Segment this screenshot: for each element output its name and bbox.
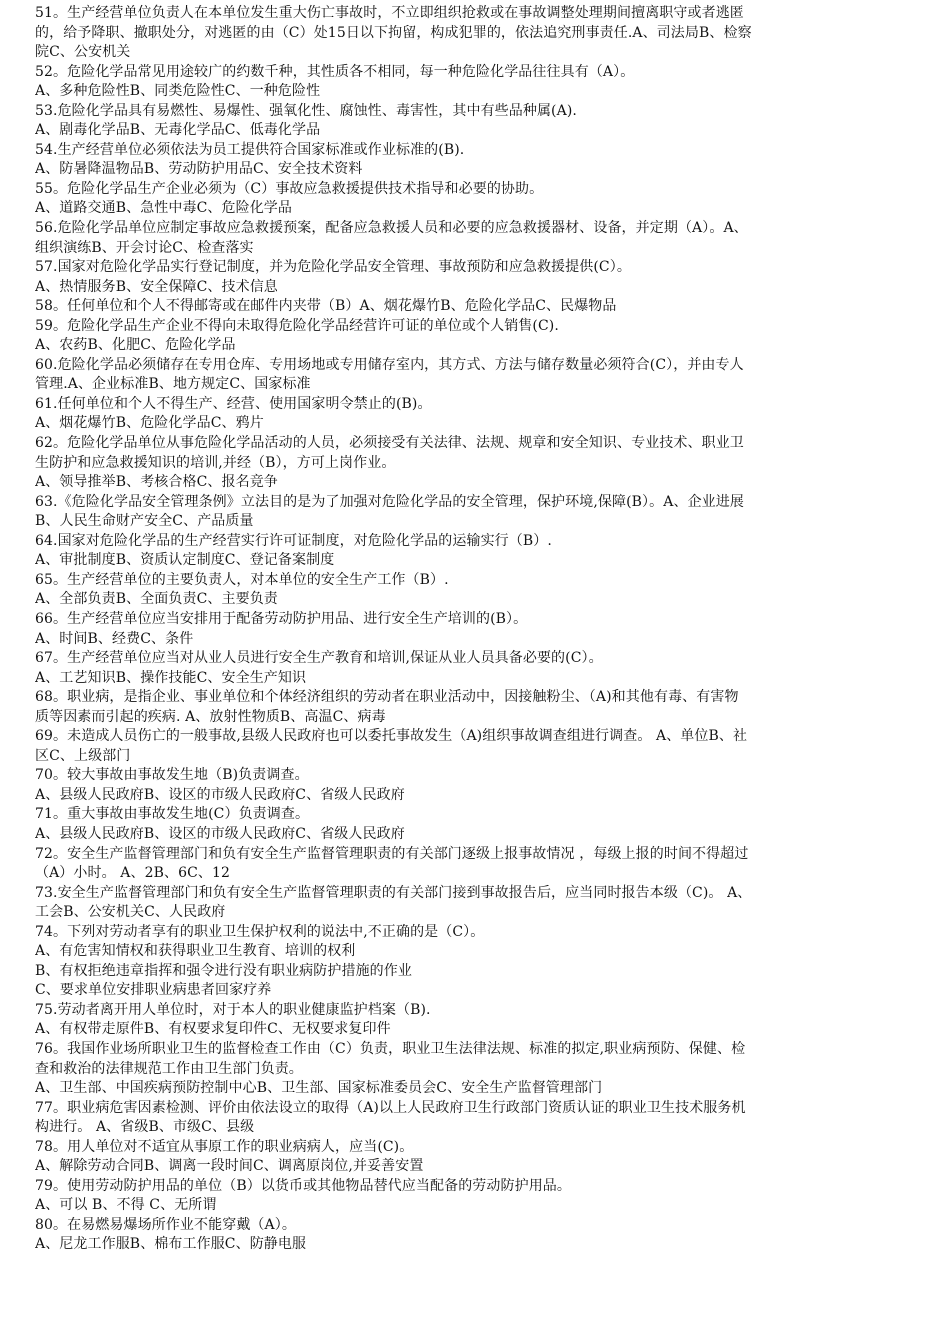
text-line: 77。职业病危害因素检测、评价由依法设立的取得（A)以上人民政府卫生行政部门资质认证的职业卫生技术服务机 — [35, 1099, 746, 1116]
text-line: 52。危险化学品常见用途较广的约数千种，其性质各不相同，每一种危险化学品往往具有（A）。 — [35, 63, 635, 80]
text-line: A、热情服务B、安全保障C、技术信息 — [35, 278, 278, 295]
question-text-block — [35, 4, 926, 1255]
text-line: 78。用人单位对不适宜从事原工作的职业病病人，应当(C)。 — [35, 1138, 414, 1155]
text-line: 72。安全生产监督管理部门和负有安全生产监督管理职责的有关部门逐级上报事故情况 ，每级上报的时间不得超过 — [35, 845, 749, 862]
text-line: C、要求单位安排职业病患者回家疗养 — [35, 982, 272, 999]
text-line: 58。任何单位和个人不得邮寄或在邮件内夹带（B）A、烟花爆竹B、危险化学品C、民爆物品 — [35, 298, 617, 315]
text-line: 71。重大事故由事故发生地(C）负责调查。 — [35, 806, 310, 823]
text-line: 61.任何单位和个人不得生产、经营、使用国家明令禁止的(B)。 — [35, 395, 432, 412]
text-line: （A）小时。 A、2B、6C、12 — [35, 865, 230, 882]
text-line: 68。职业病，是指企业、事业单位和个体经济组织的劳动者在职业活动中，因接触粉尘、（A)和其他有毒、有害物 — [35, 689, 739, 706]
text-line: A、有危害知情权和获得职业卫生教育、培训的权利 — [35, 943, 356, 960]
text-line: A、有权带走原件B、有权要求复印件C、无权要求复印件 — [35, 1021, 391, 1038]
text-line: 55。危险化学品生产企业必须为（C）事故应急救援提供技术指导和必要的协助。 — [35, 180, 544, 197]
text-line: A、卫生部、中国疾病预防控制中心B、卫生部、国家标准委员会C、安全生产监督管理部门 — [35, 1080, 603, 1097]
text-line: 69。未造成人员伤亡的一般事故,县级人民政府也可以委托事故发生（A)组织事故调查组进行调查。 A、单位B、社 — [35, 728, 748, 745]
text-line: 63.《危险化学品安全管理条例》立法目的是为了加强对危险化学品的安全管理，保护环境,保障(B）。A、企业进展 — [35, 493, 744, 510]
text-line: 80。在易燃易爆场所作业不能穿戴（A）。 — [35, 1216, 296, 1233]
text-line: 区C、上级部门 — [35, 747, 131, 764]
text-line: 64.国家对危险化学品的生产经营实行许可证制度，对危险化学品的运输实行（B）. — [35, 532, 552, 549]
text-line: 66。生产经营单位应当安排用于配备劳动防护用品、进行安全生产培训的(B）。 — [35, 610, 528, 627]
text-line: B、人民生命财产安全C、产品质量 — [35, 513, 254, 530]
text-line: 79。使用劳动防护用品的单位（B）以货币或其他物品替代应当配备的劳动防护用品。 — [35, 1177, 571, 1194]
text-line: 59。危险化学品生产企业不得向未取得危险化学品经营许可证的单位或个人销售(C). — [35, 317, 559, 334]
text-line: A、工艺知识B、操作技能C、安全生产知识 — [35, 669, 307, 686]
text-line: A、尼龙工作服B、棉布工作服C、防静电服 — [35, 1236, 307, 1253]
text-line: A、可以 B、不得 C、无所谓 — [35, 1197, 217, 1214]
text-line: 管理.A、企业标准B、地方规定C、国家标准 — [35, 376, 311, 393]
text-line: 76。我国作业场所职业卫生的监督检查工作由（C）负责，职业卫生法律法规、标准的拟定,职业病预防、保健、检 — [35, 1040, 746, 1057]
text-line: A、审批制度B、资质认定制度C、登记备案制度 — [35, 552, 335, 569]
text-line: B、有权拒绝违章指挥和强令进行没有职业病防护措施的作业 — [35, 962, 412, 979]
text-line: 54.生产经营单位必须依法为员工提供符合国家标准或作业标准的(B). — [35, 141, 465, 158]
text-line: A、全部负责B、全面负责C、主要负责 — [35, 591, 278, 608]
text-line: A、烟花爆竹B、危险化学品C、鸦片 — [35, 415, 264, 432]
text-line: A、农药B、化肥C、危险化学品 — [35, 337, 236, 354]
text-line: 74。下列对劳动者享有的职业卫生保护权利的说法中,不正确的是（C）。 — [35, 923, 485, 940]
text-line: A、防暑降温物品B、劳动防护用品C、安全技术资料 — [35, 161, 363, 178]
text-line: 院C、公安机关 — [35, 44, 131, 61]
text-line: 73.安全生产监督管理部门和负有安全生产监督管理职责的有关部门接到事故报告后，应当同时报告本级（C)。 A、 — [35, 884, 752, 901]
text-line: A、解除劳动合同B、调离一段时间C、调离原岗位,并妥善安置 — [35, 1158, 424, 1175]
text-line: A、领导推举B、考核合格C、报名竞争 — [35, 474, 278, 491]
text-line: 75.劳动者离开用人单位时，对于本人的职业健康监护档案（B). — [35, 1001, 431, 1018]
text-line: A、多种危险性B、同类危险性C、一种危险性 — [35, 83, 321, 100]
text-line: A、时间B、经费C、条件 — [35, 630, 194, 647]
text-line: 质等因素而引起的疾病. A、放射性物质B、高温C、病毒 — [35, 708, 386, 725]
text-line: 60.危险化学品必须储存在专用仓库、专用场地或专用储存室内，其方式、方法与储存数量必须符合(C），并由专人 — [35, 356, 744, 373]
text-line: 56.危险化学品单位应制定事故应急救援预案，配备应急救援人员和必要的应急救援器材、设备，并定期（A）。A、 — [35, 220, 748, 237]
text-line: 57.国家对危险化学品实行登记制度，并为危险化学品安全管理、事故预防和应急救援提供(C）。 — [35, 259, 631, 276]
text-line: 51。生产经营单位负责人在本单位发生重大伤亡事故时，不立即组织抢救或在事故调整处理期间擅离职守或者逃匿 — [35, 5, 744, 21]
text-line: A、县级人民政府B、设区的市级人民政府C、省级人民政府 — [35, 786, 405, 803]
text-line: 工会B、公安机关C、人民政府 — [35, 904, 226, 921]
text-line: 53.危险化学品具有易燃性、易爆性、强氧化性、腐蚀性、毒害性，其中有些品种属(A). — [35, 102, 577, 119]
text-line: 62。危险化学品单位从事危险化学品活动的人员，必须接受有关法律、法规、规章和安全知识、专业技术、职业卫 — [35, 435, 744, 452]
text-line: 65。生产经营单位的主要负责人，对本单位的安全生产工作（B）. — [35, 571, 449, 588]
text-line: A、道路交通B、急性中毒C、危险化学品 — [35, 200, 293, 217]
text-line: 的，给予降职、撤职处分，对逃匿的由（C）处15日以下拘留，构成犯罪的，依法追究刑事责任.A、司法局B、检察 — [35, 24, 752, 41]
text-line: 生防护和应急救援知识的培训,并经（B），方可上岗作业。 — [35, 454, 396, 471]
text-line: 构进行。 A、省级B、市级C、县级 — [35, 1119, 255, 1136]
text-line: 67。生产经营单位应当对从业人员进行安全生产教育和培训,保证从业人员具备必要的(C）。 — [35, 650, 603, 667]
text-line: 70。较大事故由事故发生地（B)负责调查。 — [35, 767, 309, 784]
text-line: 组织演练B、开会讨论C、检查落实 — [35, 239, 254, 256]
text-line: A、剧毒化学品B、无毒化学品C、低毒化学品 — [35, 122, 321, 139]
text-line: 查和救治的法律规范工作由卫生部门负责。 — [35, 1060, 303, 1077]
text-line: A、县级人民政府B、设区的市级人民政府C、省级人民政府 — [35, 825, 405, 842]
